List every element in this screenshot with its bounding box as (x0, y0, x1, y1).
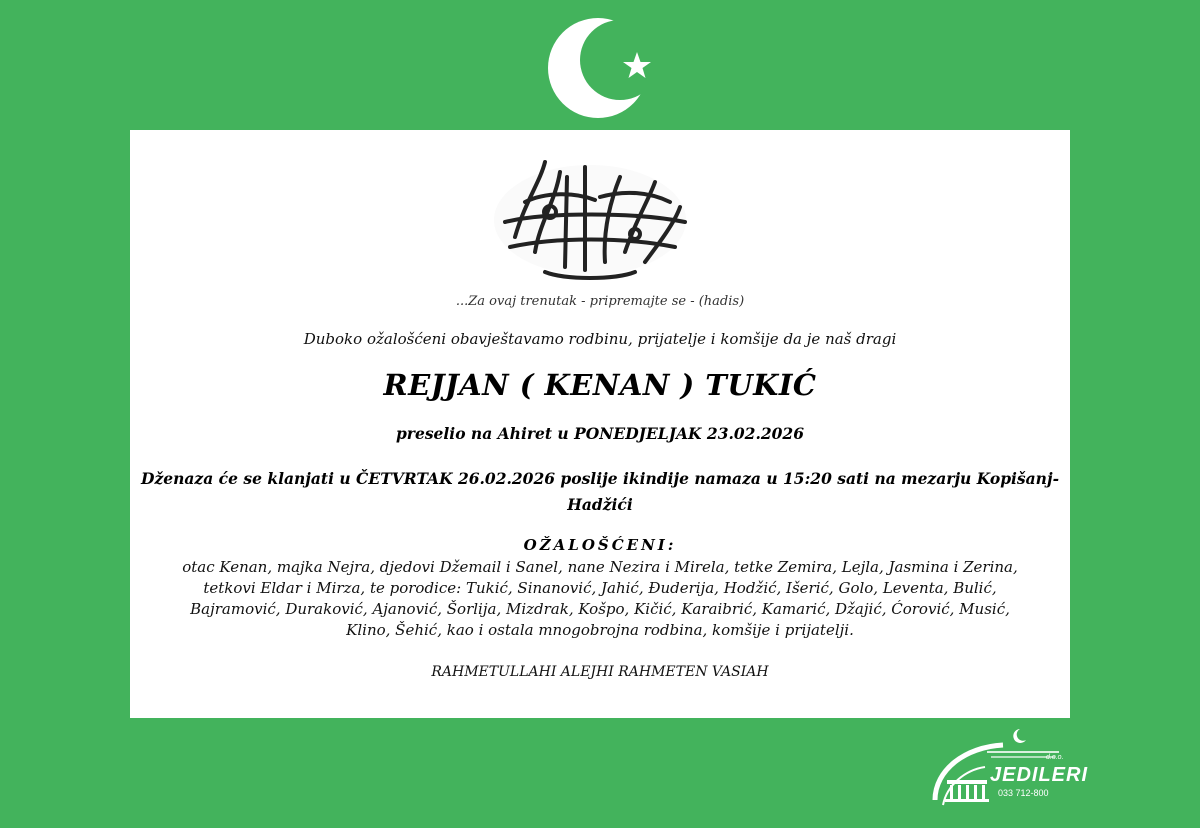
mourners-line: Bajramović, Duraković, Ajanović, Šorlija, Mizdrak, Košpo, Kičić, Karaibrić, Kamarić, Džajić, Ćorović, Musić, (190, 600, 1010, 618)
deceased-name: REJJAN ( KENAN ) TUKIĆ (383, 368, 817, 402)
logo-company-suffix: d.o.o. (1046, 754, 1064, 761)
passing-date: preselio na Ahiret u PONEDJELJAK 23.02.2026 (395, 424, 805, 443)
mourners-line: tetkovi Eldar i Mirza, te porodice: Tukić, Sinanović, Jahić, Đuderija, Hodžić, Išerić, Golo, Leventa, Bulić, (203, 579, 997, 597)
hadith-quote: ...Za ovaj trenutak - pripremajte se - (hadis) (455, 294, 745, 309)
mourners-list (140, 557, 1060, 641)
mourners-heading: OŽALOŠĆENI: (523, 536, 677, 554)
closing-prayer: RAHMETULLAHI ALEJHI RAHMETEN VASIAH (431, 664, 769, 680)
crescent-star-icon (540, 10, 660, 120)
funeral-line: Hadžići (567, 495, 633, 514)
mourners-line: Klino, Šehić, kao i ostala mnogobrojna rodbina, komšije i prijatelji. (346, 621, 854, 639)
arabic-calligraphy-icon (485, 142, 695, 292)
intro-text: Duboko ožalošćeni obavještavamo rodbinu, prijatelje i komšije da je naš dragi (303, 330, 897, 348)
funeral-details (130, 466, 1070, 518)
funeral-line: Dženaza će se klanjati u ČETVRTAK 26.02.2026 poslije ikindije namaza u 15:20 sati na mezarju Kopišanj- (141, 469, 1059, 488)
obituary-card (130, 130, 1070, 718)
logo-name: JEDILERI (990, 764, 1089, 786)
mourners-line: otac Kenan, majka Nejra, djedovi Džemail i Sanel, nane Nezira i Mirela, tetke Zemira, Lejla, Jasmina i Zerina, (182, 558, 1018, 576)
logo-phone: 033 712-800 (998, 788, 1049, 798)
